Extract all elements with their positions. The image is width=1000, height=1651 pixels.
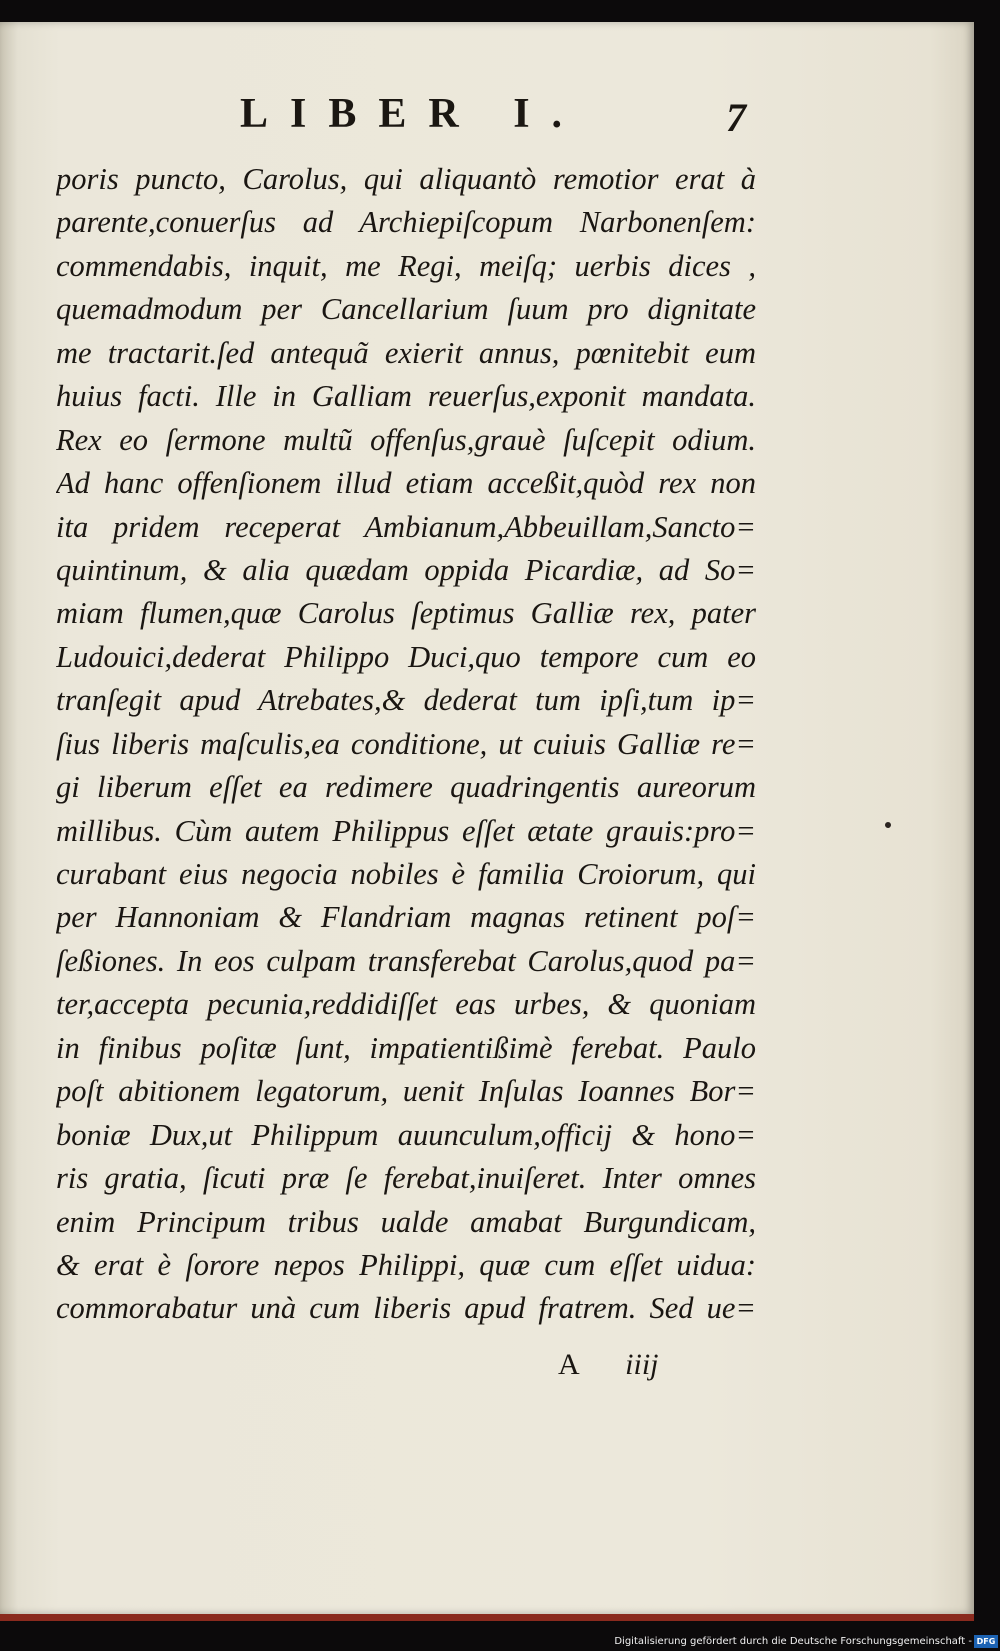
body-text (56, 158, 756, 1331)
dfg-logo: DFG (974, 1635, 998, 1648)
text-line: millibus. Cùm autem Philippus eſſet ætate grauis:pro= (56, 813, 756, 848)
text-line: curabant eius negocia nobiles è familia Croiorum, qui (56, 857, 756, 891)
text-line: poſt abitionem legatorum, uenit Inſulas Ioannes Bor= (56, 1074, 756, 1109)
text-line: boniæ Dux,ut Philippum auunculum,officij & hono= (56, 1117, 756, 1152)
signature-number: iiij (625, 1348, 659, 1381)
funding-credit: Digitalisierung gefördert durch die Deutsche Forschungsgemeinschaft - (614, 1636, 972, 1647)
text-line: quintinum, & alia quædam oppida Picardiæ, ad So= (56, 552, 756, 587)
signature-letter: A (558, 1348, 580, 1381)
text-line: & erat è ſorore nepos Philippi, quæ cum eſſet uidua: (56, 1247, 756, 1282)
text-line: ſius liberis maſculis,ea conditione, ut cuiuis Galliæ re= (56, 726, 756, 761)
text-line: tranſegit apud Atrebates,& dederat tum ipſi,tum ip= (56, 683, 756, 718)
signature-mark (558, 1348, 659, 1382)
ink-speck (885, 822, 891, 828)
text-line: ter,accepta pecunia,reddidiſſet eas urbes, & quoniam (56, 987, 756, 1022)
text-line: Ad hanc offenſionem illud etiam acceßit,quòd rex non (56, 466, 756, 501)
text-line: huius facti. Ille in Galliam reuerſus,exponit mandata. (56, 379, 756, 414)
text-line: quemadmodum per Cancellarium ſuum pro dignitate (56, 292, 756, 327)
text-line: parente,conuerſus ad Archiepiſcopum Narbonenſem: (56, 205, 756, 240)
page-header (0, 90, 974, 150)
text-line: commorabatur unà cum liberis apud fratrem. Sed ue= (56, 1291, 756, 1326)
text-line: per Hannoniam & Flandriam magnas retinent poſ= (56, 900, 756, 935)
text-line: gi liberum eſſet ea redimere quadringentis aureorum (56, 770, 756, 805)
text-line: commendabis, inquit, me Regi, meiſq; uerbis dices , (56, 248, 756, 283)
text-line: miam flumen,quæ Carolus ſeptimus Galliæ rex, pater (56, 596, 756, 631)
text-line: ſeßiones. In eos culpam transferebat Carolus,quod pa= (56, 943, 756, 978)
running-head: LIBER I. (240, 91, 585, 137)
text-line: ris gratia, ſicuti præ ſe ferebat,inuiſeret. Inter omnes (56, 1161, 756, 1196)
text-line: Ludouici,dederat Philippo Duci,quo tempore cum eo (56, 639, 756, 674)
text-line: me tractarit.ſed antequã exierit annus, pœnitebit eum (56, 335, 756, 370)
text-line: ita pridem receperat Ambianum,Abbeuillam,Sancto= (56, 509, 756, 544)
text-line: enim Principum tribus ualde amabat Burgundicam, (56, 1204, 756, 1239)
text-line: in finibus poſitæ ſunt, impatientißimè ferebat. Paulo (56, 1030, 756, 1065)
text-line: poris puncto, Carolus, qui aliquantò remotior erat à (56, 162, 756, 196)
page-number: 7 (726, 95, 746, 140)
text-line: Rex eo ſermone multũ offenſus,grauè ſuſcepit odium. (56, 422, 756, 457)
book-page (0, 22, 974, 1621)
